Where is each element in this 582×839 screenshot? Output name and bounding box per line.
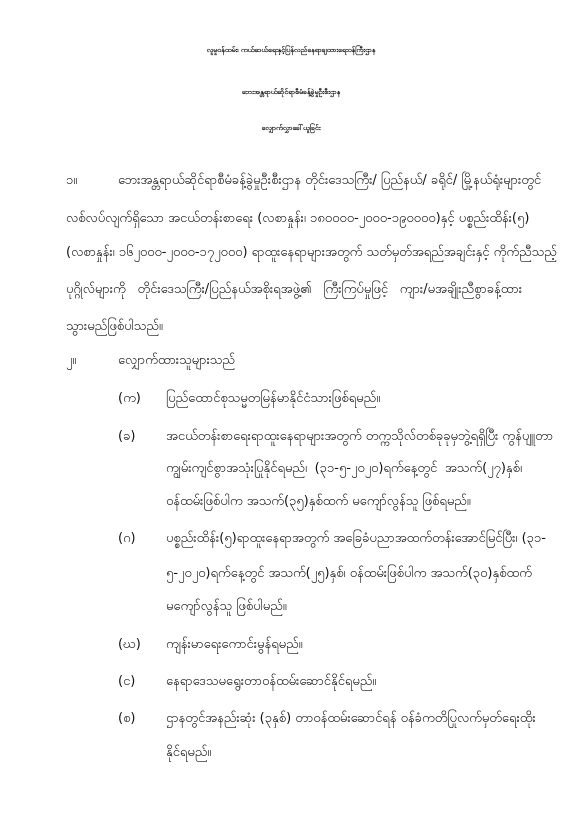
department-name: ဘေးအန္တရာယ်ဆိုင်ရာစီမံခန့်ခွဲမှုဦးစီးဌာန bbox=[241, 88, 341, 96]
item-line: ကျွမ်းကျင်စွာအသုံးပြုနိုင်ရမည်၊ (၃၁-၅-၂၀၂၀)ရက်နေ့တွင် အသက်(၂၇)နှစ်၊ bbox=[166, 461, 522, 476]
item-line: ဝန်ထမ်းဖြစ်ပါက အသက်(၃၅)နှစ်ထက် မကျော်လွန်သူ ဖြစ်ရမည်။ bbox=[166, 494, 471, 509]
item-marker: (ခ) bbox=[118, 429, 136, 444]
ministry-name: လူမှုဝန်ထမ်း၊ ကယ်ဆယ်ရေးနှင့်ပြန်လည်နေရာချထားရေးဝန်ကြီးဌာန bbox=[206, 46, 376, 54]
page-title: လျှောက်လွှာခေါ်ယူခြင်း bbox=[261, 124, 321, 132]
item-marker: (က) bbox=[118, 391, 141, 406]
item-line: ၅-၂၀၂၀)ရက်နေ့တွင် အသက်(၂၅)နှစ်၊ ဝန်ထမ်းဖြစ်ပါက အသက်(၃၀)နှစ်ထက် bbox=[166, 566, 532, 581]
item-line: ပစ္စည်းထိန်း(၅)ရာထူးနေရာအတွက် အခြေခံပညာအထက်တန်းအောင်မြင်ပြီး၊ (၃၁- bbox=[166, 531, 546, 546]
section-1-line: လစ်လပ်လျက်ရှိသော အငယ်တန်းစာရေး (လစာနှုန်း၊ ၁၈၀၀၀၀-၂၀၀၀-၁၉၀၀၀၀)နှင့် ပစ္စည်းထိန်း(၅) bbox=[66, 211, 530, 226]
item-line: နိုင်ရမည်။ bbox=[166, 745, 212, 760]
item-marker: (ဂ) bbox=[118, 531, 136, 546]
item-marker: (စ) bbox=[118, 711, 136, 726]
item-line: ကျန်းမာရေးကောင်းမွန်ရမည်။ bbox=[166, 637, 303, 652]
item-line: မကျော်လွန်သူ ဖြစ်ပါမည်။ bbox=[166, 599, 287, 614]
section-1-line: (လစာနှုန်း၊ ၁၆၂၀၀၀-၂၀၀၀-၁၇၂၀၀၀) ရာထူးနေရာများအတွက် သတ်မှတ်အရည်အချင်းနှင့် ကိုက်ညီသည့် bbox=[66, 245, 557, 260]
item-marker: (င) bbox=[118, 674, 136, 689]
section-2-heading: လျှောက်ထားသူများသည် bbox=[118, 353, 235, 368]
item-marker: (ဃ) bbox=[118, 637, 141, 652]
section-1-line: ဘေးအန္တရာယ်ဆိုင်ရာစီမံခန့်ခွဲမှုဦးစီးဌာန တိုင်းဒေသကြီး/ ပြည်နယ်/ ခရိုင်/ မြို့နယ်ရုံးများတွင် bbox=[118, 173, 542, 188]
section-1-number: ၁။ bbox=[66, 173, 78, 188]
section-2-number: ၂။ bbox=[66, 353, 77, 368]
item-line: ဌာနတွင်အနည်းဆုံး (၃နှစ်) တာဝန်ထမ်းဆောင်ရန် ဝန်ခံကတိပြုလက်မှတ်ရေးထိုး bbox=[166, 711, 536, 726]
item-line: ပြည်ထောင်စုသမ္မတမြန်မာနိုင်ငံသားဖြစ်ရမည်။ bbox=[166, 391, 381, 406]
section-1-line: သွားမည်ဖြစ်ပါသည်။ bbox=[66, 319, 163, 334]
item-line: နေရာဒေသမရွေးတာဝန်ထမ်းဆောင်နိုင်ရမည်။ bbox=[166, 674, 377, 689]
item-line: အငယ်တန်းစာရေးရာထူးနေရာများအတွက် တက္ကသိုလ်တစ်ခုခုမှဘွဲ့ရရှိပြီး ကွန်ပျူတာ bbox=[166, 429, 554, 444]
section-1-line: ပုဂ္ဂိုလ်များကို တိုင်းဒေသကြီး/ပြည်နယ်အစိုးရအဖွဲ့၏ ကြီးကြပ်မှုဖြင့် ကျား/မအချိုးညီစွာခန့်ထား bbox=[66, 282, 522, 297]
